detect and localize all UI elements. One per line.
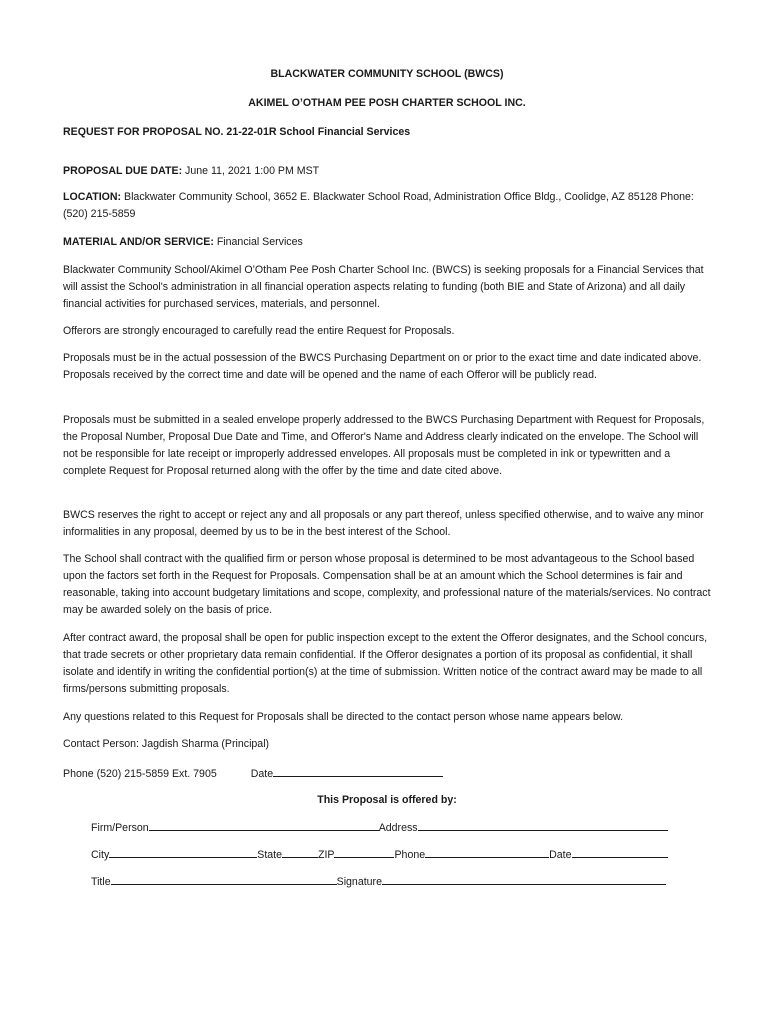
material-service <box>63 234 711 251</box>
paragraph-intro: Blackwater Community School/Akimel O’Otham Pee Posh Charter School Inc. (BWCS) is seeking proposals for a Financial Services that will assist the School's administration in all financial operation aspects relating to funding (both BIE and State of Arizona) and all daily financial activities for purchased services, materials, and personnel. <box>63 264 704 310</box>
form-row-title <box>91 872 683 891</box>
paragraph-rights: BWCS reserves the right to accept or reject any and all proposals or any part thereof, unless specified otherwise, and to waive any minor informalities in any proposal, deemed by us to be in the best interest of the School. <box>63 509 704 538</box>
city-field[interactable] <box>109 845 257 858</box>
contact-person: Contact Person: Jagdish Sharma (Principal) <box>63 738 270 750</box>
title-field[interactable] <box>111 872 337 885</box>
firm-field[interactable] <box>149 818 379 831</box>
rfp-number: REQUEST FOR PROPOSAL NO. 21-22-01R School Financial Services <box>63 126 411 138</box>
material-value: Financial Services <box>213 236 303 248</box>
phone-label: Phone <box>394 849 426 861</box>
date-field[interactable] <box>273 764 443 777</box>
paragraph-inspection: After contract award, the proposal shall be open for public inspection except to the extent the Offeror designates, and the School concurs, that trade secrets or other proprietary data remain confidential. If the Offeror designates a portion of its proposal as confidential, it shall isolate and identify in writing the confidential portion(s) at the time of submission. Written notice of the contract award may be made to all firms/persons submitting proposals. <box>63 632 708 695</box>
city-label: City <box>91 849 110 861</box>
material-label: MATERIAL AND/OR SERVICE: <box>63 236 214 248</box>
paragraph-read-rfp: Offerors are strongly encouraged to carefully read the entire Request for Proposals. <box>63 325 455 337</box>
due-date-value: June 11, 2021 1:00 PM MST <box>182 165 320 177</box>
paragraph-questions: Any questions related to this Request for Proposals shall be directed to the contact person whose name appears below. <box>63 711 624 723</box>
phone-number: Phone (520) 215-5859 Ext. 7905 <box>63 768 217 780</box>
offered-by-heading: This Proposal is offered by: <box>317 794 457 806</box>
due-date <box>63 163 711 180</box>
location-value: Blackwater Community School, 3652 E. Blackwater School Road, Administration Office Bldg., Coolidge, AZ 85128 Phone: (520) 215-5859 <box>63 191 694 220</box>
zip-field[interactable] <box>334 845 394 858</box>
paragraph-contract: The School shall contract with the qualified firm or person whose proposal is determined to be most advantageous to the School based upon the factors set forth in the Request for Proposals. Compensation shall be at an amount which the School determines is fair and reasonable, taking into account budgetary limitations and scope, complexity, and professional nature of the materials/services. No contract may be awarded solely on the basis of price. <box>63 553 711 616</box>
state-label: State <box>257 849 282 861</box>
form-row-city <box>91 845 683 864</box>
charter-title: AKIMEL O’OTHAM PEE POSH CHARTER SCHOOL INC. <box>248 97 526 109</box>
zip-label: ZIP <box>318 849 335 861</box>
state-field[interactable] <box>282 845 318 858</box>
firm-label: Firm/Person <box>91 822 149 834</box>
date-label: Date <box>250 768 274 780</box>
location <box>63 189 711 223</box>
phone-line <box>63 764 711 783</box>
location-label: LOCATION: <box>63 191 122 203</box>
paragraph-possession: Proposals must be in the actual possession of the BWCS Purchasing Department on or prior to the exact time and date indicated above. Proposals received by the correct time and date will be opened and the name of each Offeror will be publicly read. <box>63 352 702 381</box>
school-title: BLACKWATER COMMUNITY SCHOOL (BWCS) <box>270 68 504 80</box>
form-row-firm <box>91 818 683 837</box>
title-label: Title <box>91 876 111 888</box>
phone-field[interactable] <box>425 845 549 858</box>
date-field-form[interactable] <box>572 845 668 858</box>
signature-label: Signature <box>336 876 382 888</box>
due-date-label: PROPOSAL DUE DATE: <box>63 165 183 177</box>
paragraph-submission: Proposals must be submitted in a sealed envelope properly addressed to the BWCS Purchasing Department with Request for Proposals, the Proposal Number, Proposal Due Date and Time, and Offeror's Name and Address clearly indicated on the envelope. The School will not be responsible for late receipt or improperly addressed envelopes. All proposals must be completed in ink or typewritten and a complete Request for Proposal returned along with the offer by the time and date cited above. <box>63 414 705 477</box>
signature-field[interactable] <box>382 872 666 885</box>
date-label-form: Date <box>549 849 572 861</box>
address-field[interactable] <box>418 818 668 831</box>
address-label: Address <box>378 822 418 834</box>
